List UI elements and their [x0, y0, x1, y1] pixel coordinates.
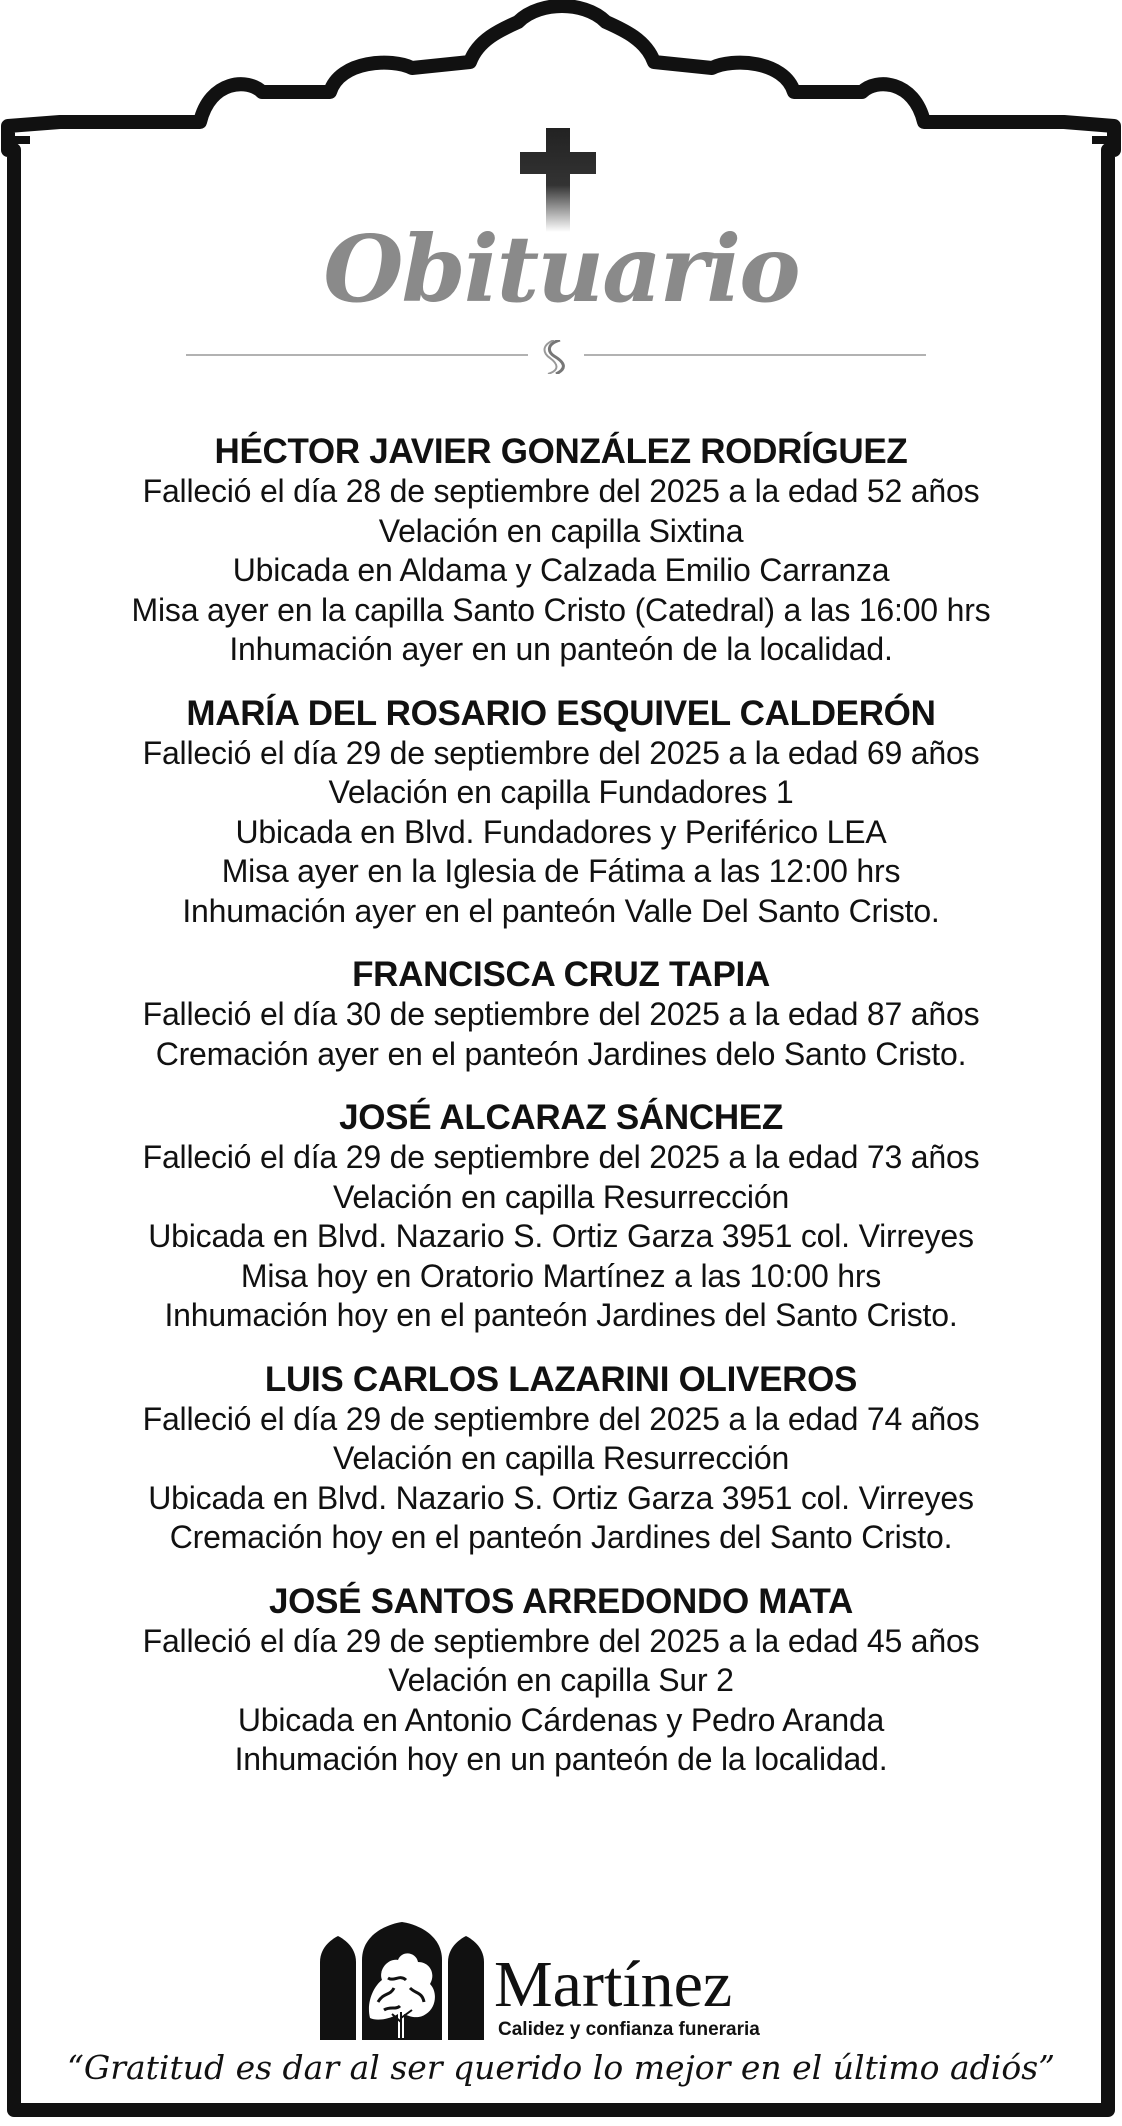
entry-line: Cremación ayer en el panteón Jardines delo Santo Cristo. — [155, 1035, 967, 1072]
entry-line: Falleció el día 29 de septiembre del 2025 a la edad 45 años — [142, 1622, 980, 1659]
entry-line: Velación en capilla Fundadores 1 — [328, 774, 794, 810]
brand-name: Martínez — [494, 1948, 733, 2021]
entry-line: Ubicada en Antonio Cárdenas y Pedro Aranda — [237, 1701, 885, 1738]
entry-line: Velación en capilla Resurrección — [332, 1178, 790, 1215]
entry-line: Falleció el día 28 de septiembre del 2025 a la edad 52 años — [142, 473, 980, 509]
obituary-entry — [30, 1582, 1092, 1780]
entry-line: Ubicada en Blvd. Nazario S. Ortiz Garza 3951 col. Virreyes — [148, 1218, 974, 1254]
entry-line: Inhumación hoy en el panteón Jardines del Santo Cristo. — [164, 1297, 958, 1333]
page-title: Obituario — [323, 215, 799, 323]
entry-line: Ubicada en Aldama y Calzada Emilio Carranza — [232, 552, 890, 588]
obituary-list — [30, 432, 1092, 1804]
obituary-entry — [30, 694, 1092, 932]
entry-line: Inhumación ayer en un panteón de la localidad. — [229, 631, 893, 667]
entry-line: Cremación hoy en el panteón Jardines del Santo Cristo. — [169, 1519, 953, 1555]
entry-line: Ubicada en Blvd. Fundadores y Periférico LEA — [235, 813, 887, 850]
footer-quote: “Gratitud es dar al ser querido lo mejor en el último adiós” — [66, 2048, 1056, 2087]
entry-line: Falleció el día 29 de septiembre del 2025 a la edad 73 años — [142, 1139, 980, 1175]
section-sign-ornament-icon — [545, 340, 564, 374]
entry-line: Inhumación ayer en el panteón Valle Del Santo Cristo. — [182, 892, 940, 929]
entry-line: Inhumación hoy en un panteón de la localidad. — [234, 1741, 888, 1777]
entry-line: Velación en capilla Sixtina — [378, 512, 744, 549]
deceased-name: HÉCTOR JAVIER GONZÁLEZ RODRÍGUEZ — [214, 432, 908, 471]
entry-line: Ubicada en Blvd. Nazario S. Ortiz Garza 3951 col. Virreyes — [148, 1479, 974, 1516]
deceased-name: LUIS CARLOS LAZARINI OLIVEROS — [264, 1359, 858, 1399]
deceased-name: JOSÉ ALCARAZ SÁNCHEZ — [339, 1098, 783, 1137]
obituary-entry — [30, 955, 1092, 1074]
brand-tagline: Calidez y confianza funeraria — [498, 2019, 760, 2040]
funeral-home-logo — [318, 1922, 808, 2042]
obituary-entry — [30, 1098, 1092, 1336]
entry-line: Misa ayer en la Iglesia de Fátima a las 12:00 hrs — [221, 853, 901, 889]
deceased-name: JOSÉ SANTOS ARREDONDO MATA — [268, 1581, 853, 1621]
obituary-entry — [30, 1360, 1092, 1558]
entry-line: Misa ayer en la capilla Santo Cristo (Catedral) a las 16:00 hrs — [131, 591, 991, 628]
chapel-tree-logo — [318, 1922, 486, 2042]
entry-line: Falleció el día 29 de septiembre del 2025 a la edad 74 años — [142, 1400, 980, 1437]
obituary-entry — [30, 432, 1092, 670]
entry-line: Velación en capilla Sur 2 — [388, 1662, 734, 1698]
entry-line: Misa hoy en Oratorio Martínez a las 10:00 hrs — [240, 1257, 882, 1294]
title-divider — [186, 340, 926, 374]
deceased-name: MARÍA DEL ROSARIO ESQUIVEL CALDERÓN — [186, 693, 936, 733]
entry-line: Falleció el día 30 de septiembre del 2025 a la edad 87 años — [142, 996, 980, 1032]
entry-line: Falleció el día 29 de septiembre del 2025 a la edad 69 años — [142, 734, 980, 771]
deceased-name: FRANCISCA CRUZ TAPIA — [352, 955, 770, 994]
entry-line: Velación en capilla Resurrección — [332, 1440, 790, 1476]
